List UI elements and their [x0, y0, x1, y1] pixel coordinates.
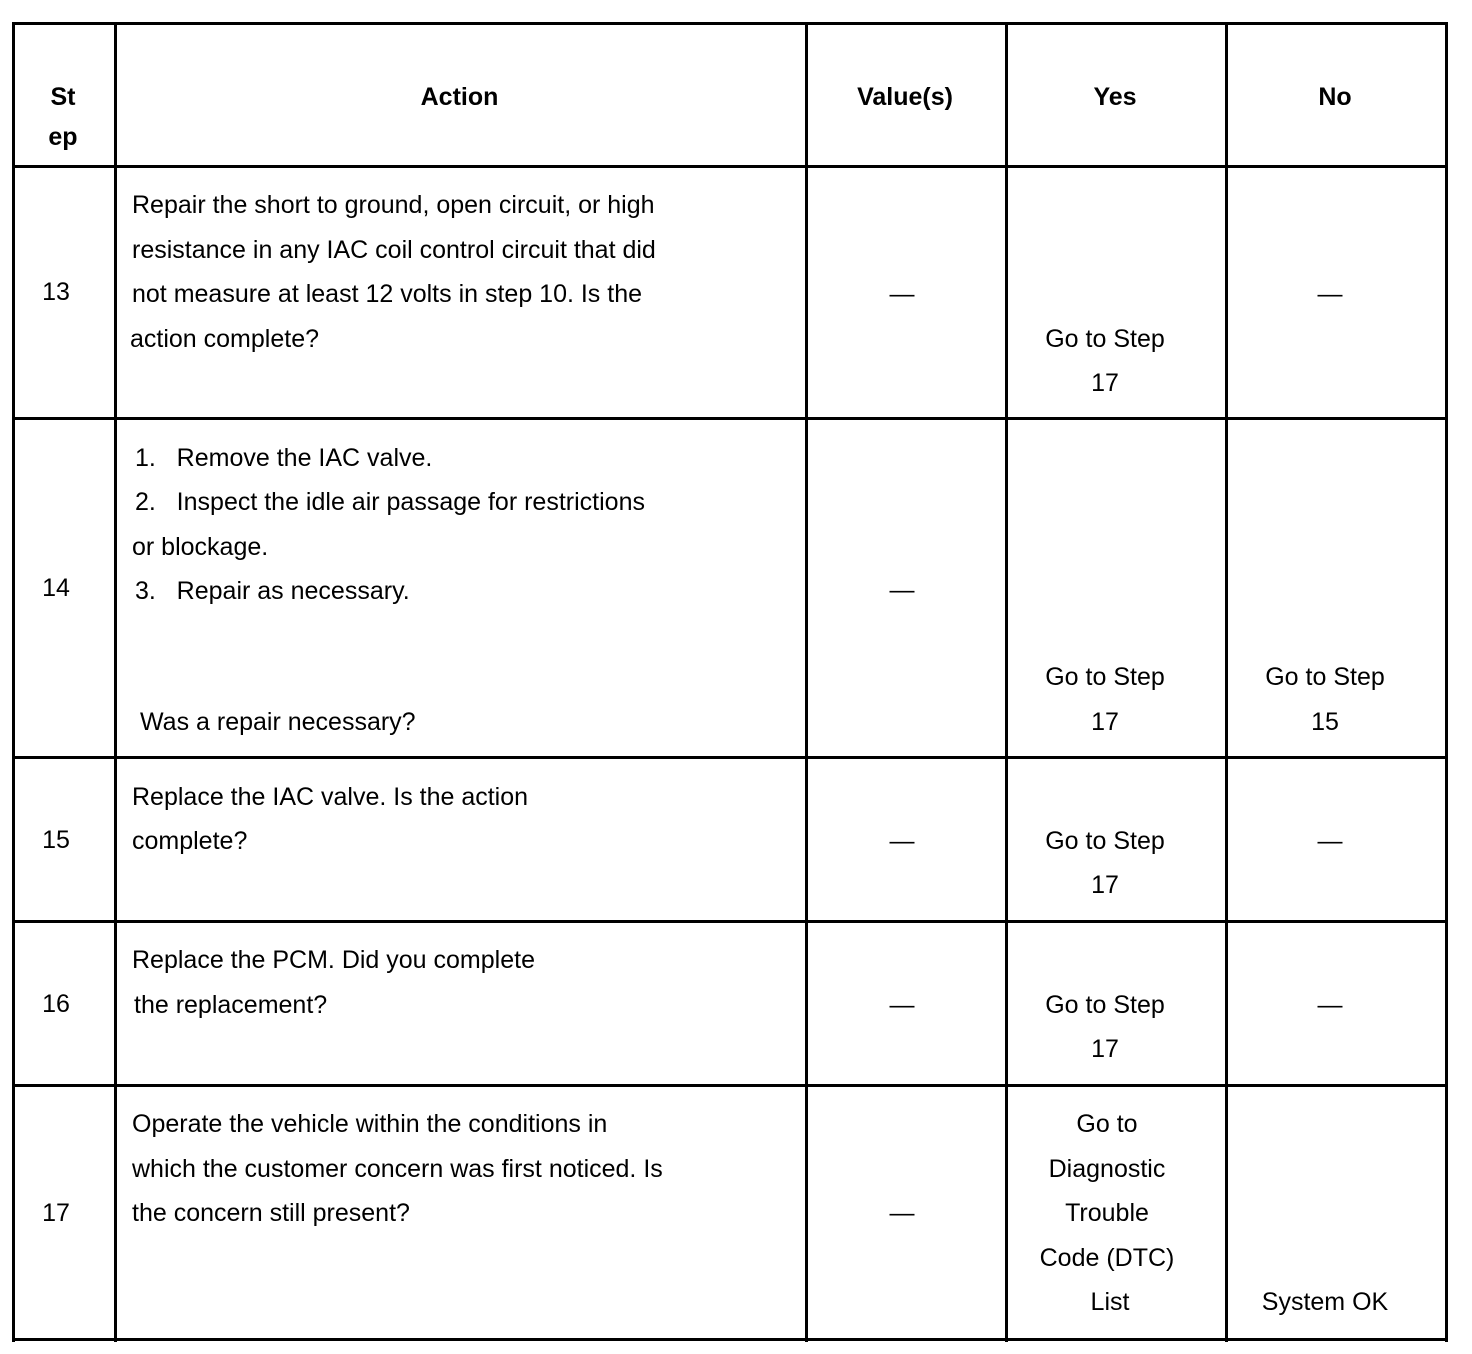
action-line: 2. Inspect the idle air passage for restrictions: [135, 488, 645, 516]
header-values: Value(s): [857, 83, 953, 111]
no-cell-line: 15: [1311, 708, 1339, 736]
no-cell: —: [1317, 827, 1343, 855]
table-border-right: [1445, 22, 1448, 1342]
action-line: Replace the PCM. Did you complete: [132, 946, 535, 974]
action-line: 1. Remove the IAC valve.: [135, 444, 433, 472]
step-number: 16: [42, 990, 70, 1018]
value-cell: —: [889, 280, 915, 308]
column-divider: [805, 22, 808, 1342]
value-cell: —: [889, 827, 915, 855]
row-divider: [12, 165, 1448, 168]
no-cell: —: [1317, 991, 1343, 1019]
action-line: not measure at least 12 volts in step 10. Is the: [132, 280, 643, 308]
column-divider: [114, 22, 117, 1342]
action-line: the replacement?: [134, 991, 328, 1019]
table-border-left: [12, 22, 15, 1342]
yes-cell-line: Go to: [1076, 1110, 1138, 1138]
yes-cell-line: Code (DTC): [1039, 1244, 1175, 1272]
yes-cell-line: 17: [1091, 708, 1119, 736]
action-line: the concern still present?: [132, 1199, 410, 1227]
yes-cell-line: Trouble: [1065, 1199, 1149, 1227]
value-cell: —: [889, 991, 915, 1019]
diagnostic-table: [12, 22, 1448, 1342]
value-cell: —: [889, 576, 915, 604]
no-cell-line: Go to Step: [1265, 663, 1385, 691]
header-no: No: [1318, 83, 1352, 111]
row-divider: [12, 1084, 1448, 1087]
yes-cell-line: Go to Step: [1045, 325, 1165, 353]
action-line: which the customer concern was first noticed. Is: [132, 1155, 663, 1183]
yes-cell-line: Go to Step: [1045, 991, 1165, 1019]
yes-cell-line: List: [1090, 1288, 1130, 1316]
action-line: Operate the vehicle within the conditions in: [132, 1110, 608, 1138]
action-line: or blockage.: [132, 533, 269, 561]
action-line: Repair the short to ground, open circuit, or high: [132, 191, 655, 219]
header-step-line1: St: [50, 83, 76, 111]
yes-cell-line: Diagnostic: [1048, 1155, 1166, 1183]
yes-cell-line: 17: [1091, 1035, 1119, 1063]
action-line: Replace the IAC valve. Is the action: [132, 783, 529, 811]
step-number: 15: [42, 826, 70, 854]
action-line: resistance in any IAC coil control circuit that did: [132, 236, 656, 264]
action-line: Was a repair necessary?: [140, 708, 416, 736]
action-line: complete?: [132, 827, 248, 855]
table-border-bottom: [12, 1338, 1448, 1341]
yes-cell-line: 17: [1091, 369, 1119, 397]
yes-cell-line: 17: [1091, 871, 1119, 899]
step-number: 13: [42, 278, 70, 306]
row-divider: [12, 417, 1448, 420]
action-line: 3. Repair as necessary.: [135, 577, 410, 605]
table-border-top: [12, 22, 1448, 25]
row-divider: [12, 756, 1448, 759]
no-cell: —: [1317, 280, 1343, 308]
step-number: 14: [42, 574, 70, 602]
row-divider: [12, 920, 1448, 923]
value-cell: —: [889, 1199, 915, 1227]
action-line: action complete?: [130, 325, 320, 353]
header-action: Action: [420, 83, 499, 111]
step-number: 17: [42, 1199, 70, 1227]
header-yes: Yes: [1093, 83, 1137, 111]
header-step-line2: ep: [48, 123, 78, 151]
yes-cell-line: Go to Step: [1045, 663, 1165, 691]
no-cell: System OK: [1261, 1288, 1389, 1316]
yes-cell-line: Go to Step: [1045, 827, 1165, 855]
